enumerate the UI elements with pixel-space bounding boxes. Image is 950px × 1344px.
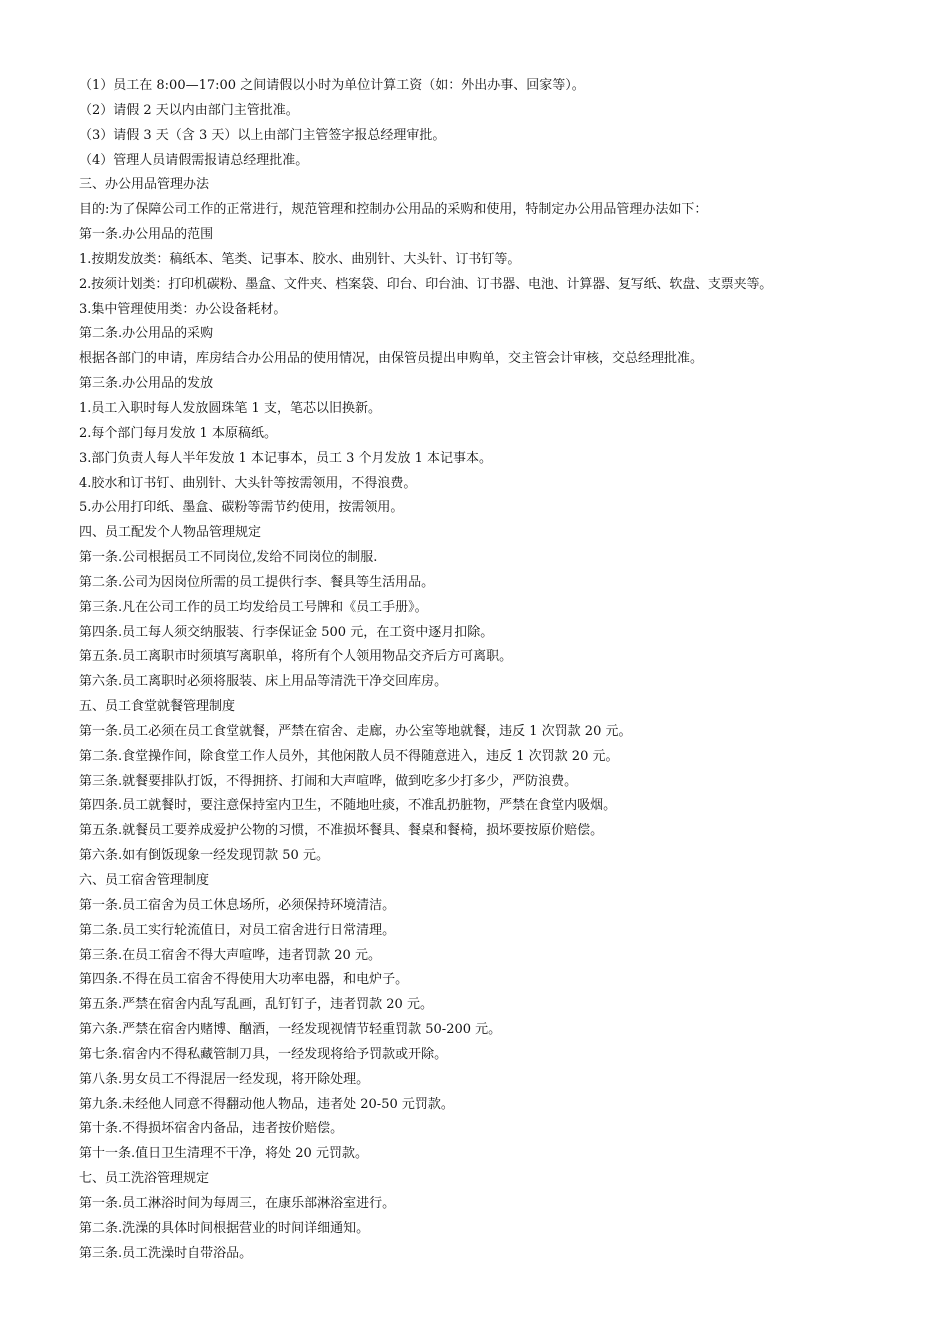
text-line: 第五条.就餐员工要养成爱护公物的习惯，不准损坏餐具、餐桌和餐椅，损坏要按原价赔偿。: [79, 823, 604, 839]
text-line: 3.集中管理使用类：办公设备耗材。: [79, 301, 287, 317]
text-line: 第一条.员工宿舍为员工休息场所，必须保持环境清洁。: [79, 897, 396, 913]
text-line: 第二条.办公用品的采购: [79, 326, 214, 342]
text-line: 5.办公用打印纸、墨盒、碳粉等需节约使用，按需领用。: [79, 500, 404, 516]
text-line: 第四条.不得在员工宿舍不得使用大功率电器，和电炉子。: [79, 972, 409, 988]
text-line: 第一条.员工淋浴时间为每周三，在康乐部淋浴室进行。: [79, 1195, 396, 1211]
text-line: （3）请假 3 天（含 3 天）以上由部门主管签字报总经理审批。: [79, 127, 446, 143]
text-line: 2.按须计划类：打印机碳粉、墨盒、文件夹、档案袋、印台、印台油、订书器、电池、计算器、复写纸、软盘、支票夹等。: [79, 276, 773, 292]
text-line: 第四条.员工就餐时，要注意保持室内卫生，不随地吐痰，不准乱扔脏物，严禁在食堂内吸烟。: [79, 798, 617, 814]
section-heading: 六、员工宿舍管理制度: [79, 873, 210, 888]
text-line: 第六条.严禁在宿舍内赌博、酗酒，一经发现视情节轻重罚款 50-200 元。: [79, 1022, 502, 1038]
section-heading: 三、办公用品管理办法: [79, 177, 210, 193]
text-line: 第五条.员工离职市时须填写离职单，将所有个人领用物品交齐后方可离职。: [79, 649, 513, 665]
text-line: 根据各部门的申请，库房结合办公用品的使用情况，由保管员提出申购单，交主管会计审核，交总经理批准。: [79, 351, 704, 367]
text-line: 第三条.就餐要排队打饭，不得拥挤、打闹和大声喧哗，做到吃多少打多少，严防浪费。: [79, 773, 578, 789]
text-line: 第五条.严禁在宿舍内乱写乱画，乱钉钉子，违者罚款 20 元。: [79, 997, 433, 1013]
text-line: 第八条.男女员工不得混居一经发现，将开除处理。: [79, 1071, 370, 1087]
text-line: （4）管理人员请假需报请总经理批准。: [79, 152, 309, 168]
text-line: 第三条.在员工宿舍不得大声喧哗，违者罚款 20 元。: [79, 947, 381, 963]
text-line: 第二条.员工实行轮流值日，对员工宿舍进行日常清理。: [79, 922, 396, 938]
section-heading: 五、员工食堂就餐管理制度: [79, 699, 236, 715]
text-line: （2）请假 2 天以内由部门主管批准。: [79, 102, 299, 118]
text-line: 第三条.员工洗澡时自带浴品。: [79, 1245, 253, 1261]
text-line: 第六条.如有倒饭现象一经发现罚款 50 元。: [79, 848, 329, 864]
text-line: 第二条.食堂操作间，除食堂工作人员外，其他闲散人员不得随意进入，违反 1 次罚款 20 元。: [79, 748, 619, 764]
text-line: 1.按期发放类：稿纸本、笔类、记事本、胶水、曲别针、大头针、订书钉等。: [79, 251, 521, 267]
text-line: 1.员工入职时每人发放圆珠笔 1 支，笔芯以旧换新。: [79, 400, 381, 416]
text-line: （1）员工在 8:00—17:00 之间请假以小时为单位计算工资（如：外出办事、回家等）。: [79, 78, 585, 93]
text-line: 第二条.公司为因岗位所需的员工提供行李、餐具等生活用品。: [79, 574, 435, 590]
text-line: 第一条.公司根据员工不同岗位,发给不同岗位的制服.: [79, 550, 378, 566]
section-heading: 四、员工配发个人物品管理规定: [79, 525, 262, 541]
text-line: 2.每个部门每月发放 1 本原稿纸。: [79, 425, 277, 441]
text-line: 第十条.不得损坏宿舍内备品，违者按价赔偿。: [79, 1121, 344, 1137]
text-line: 第六条.员工离职时必须将服装、床上用品等清洗干净交回库房。: [79, 674, 448, 690]
text-line: 目的:为了保障公司工作的正常进行，规范管理和控制办公用品的采购和使用，特制定办公用品管理办法如下：: [79, 202, 708, 218]
text-line: 第十一条.值日卫生清理不干净，将处 20 元罚款。: [79, 1146, 368, 1162]
text-line: 第四条.员工每人须交纳服装、行李保证金 500 元，在工资中逐月扣除。: [79, 624, 494, 640]
text-line: 第一条.办公用品的范围: [79, 227, 214, 243]
text-line: 第三条.办公用品的发放: [79, 376, 214, 392]
text-line: 第七条.宿舍内不得私藏管制刀具，一经发现将给予罚款或开除。: [79, 1046, 448, 1062]
section-heading: 七、员工洗浴管理规定: [79, 1171, 210, 1187]
text-line: 第三条.凡在公司工作的员工均发给员工号牌和《员工手册》。: [79, 599, 428, 615]
text-line: 第一条.员工必须在员工食堂就餐，严禁在宿舍、走廊，办公室等地就餐，违反 1 次罚款 20 元。: [79, 723, 632, 739]
text-line: 3.部门负责人每人半年发放 1 本记事本，员工 3 个月发放 1 本记事本。: [79, 450, 493, 466]
text-line: 第九条.未经他人同意不得翻动他人物品，违者处 20-50 元罚款。: [79, 1096, 454, 1112]
document-body: [79, 74, 939, 1267]
text-line: 第二条.洗澡的具体时间根据营业的时间详细通知。: [79, 1220, 370, 1236]
text-line: 4.胶水和订书钉、曲别针、大头针等按需领用，不得浪费。: [79, 475, 417, 491]
